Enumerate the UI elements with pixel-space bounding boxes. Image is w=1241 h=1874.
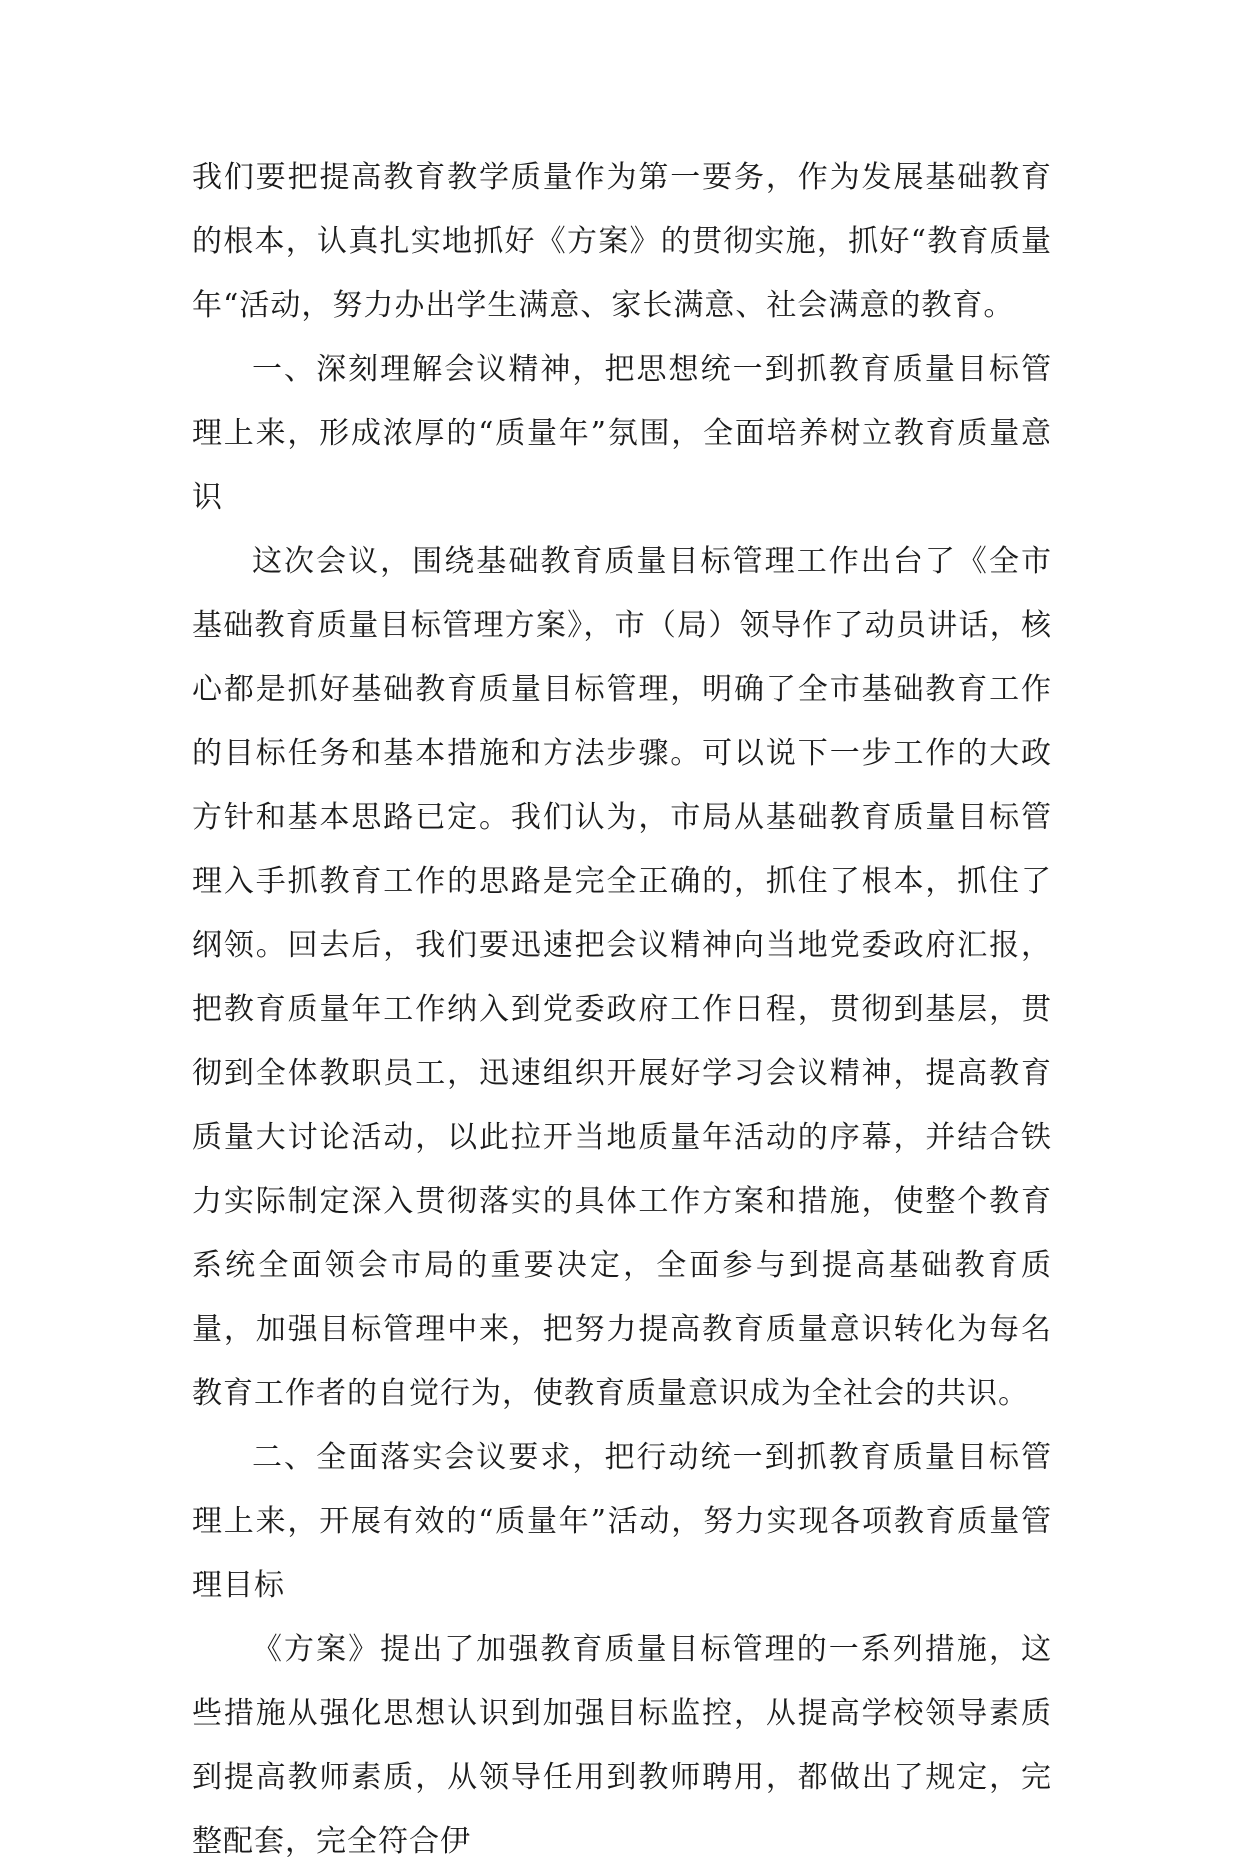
section-heading-2: 二、全面落实会议要求，把行动统一到抓教育质量目标管理上来，开展有效的“质量年”活动，努力实现各项教育质量管理目标 [192, 1440, 1052, 1603]
paragraph-intro: 我们要把提高教育教学质量作为第一要务，作为发展基础教育的根本，认真扎实地抓好《方案》的贯彻实施，抓好“教育质量年“活动，努力办出学生满意、家长满意、社会满意的教育。 [192, 160, 1052, 323]
paragraph-section-2-body: 《方案》提出了加强教育质量目标管理的一系列措施，这些措施从强化思想认识到加强目标监控，从提高学校领导素质到提高教师素质，从领导任用到教师聘用，都做出了规定，完整配套，完全符合伊 [192, 1632, 1052, 1859]
paragraph-section-1-body: 这次会议，围绕基础教育质量目标管理工作出台了《全市基础教育质量目标管理方案》，市（局）领导作了动员讲话，核心都是抓好基础教育质量目标管理，明确了全市基础教育工作的目标任务和基本措施和方法步骤。可以说下一步工作的大政方针和基本思路已定。我们认为，市局从基础教育质量目标管理入手抓教育工作的思路是完全正确的，抓住了根本，抓住了纲领。回去后，我们要迅速把会议精神向当地党委政府汇报，把教育质量年工作纳入到党委政府工作日程，贯彻到基层，贯彻到全体教职员工，迅速组织开展好学习会议精神，提高教育质量大讨论活动，以此拉开当地质量年活动的序幕，并结合铁力实际制定深入贯彻落实的具体工作方案和措施，使整个教育系统全面领会市局的重要决定，全面参与到提高基础教育质量，加强目标管理中来，把努力提高教育质量意识转化为每名教育工作者的自觉行为，使教育质量意识成为全社会的共识。 [192, 544, 1052, 1411]
document-body [192, 146, 1052, 1874]
section-heading-1: 一、深刻理解会议精神，把思想统一到抓教育质量目标管理上来，形成浓厚的“质量年”氛围，全面培养树立教育质量意识 [192, 352, 1052, 515]
